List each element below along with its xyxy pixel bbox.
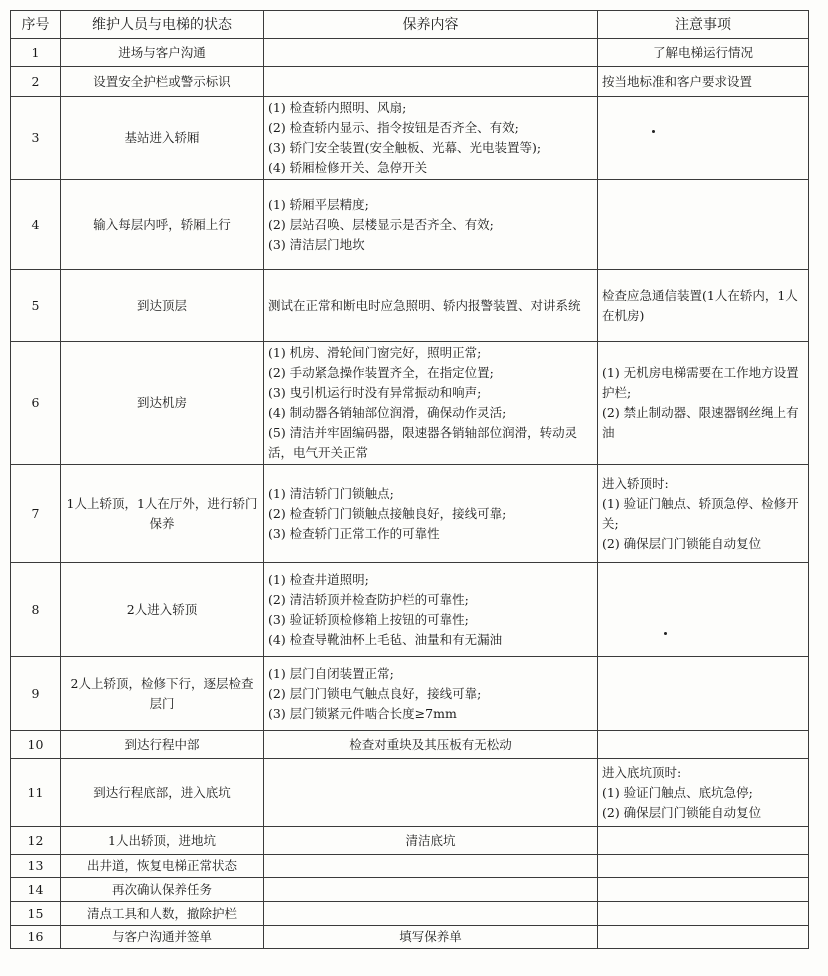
note-text: 进入底坑顶时: (1) 验证门触点、底坑急停; (2) 确保层门门锁能自动复位 [602,764,762,820]
row-number: 12 [11,827,61,855]
content-item: (2) 层站召唤、层楼显示是否齐全、有效; [268,216,494,232]
content-list [268,831,593,851]
content-item: 测试在正常和断电时应急照明、轿内报警装置、对讲系统 [268,297,581,313]
row-content [264,878,598,902]
content-item: (4) 轿厢检修开关、急停开关 [268,160,428,175]
content-item: (1) 清洁轿门门锁触点; [268,485,394,501]
note-text: (1) 无机房电梯需要在工作地方设置护栏; (2) 禁止制动器、限速器钢丝绳上有油 [602,365,799,440]
row-note [598,731,809,759]
row-number: 9 [11,657,61,731]
content-list [268,735,593,755]
content-item: (1) 检查轿内照明、风扇; [268,100,407,115]
row-state: 1人上轿顶，1人在厅外，进行轿门保养 [61,465,264,563]
table-row [11,270,809,342]
content-item: (1) 机房、滑轮间门窗完好，照明正常; [268,345,482,360]
row-content [264,827,598,855]
table-row [11,855,809,878]
row-number: 14 [11,878,61,902]
content-item: 清洁底坑 [405,832,456,848]
content-item: (2) 检查轿内显示、指令按钮是否齐全、有效; [268,120,519,135]
row-content [264,657,598,731]
row-content [264,39,598,67]
row-note [598,827,809,855]
content-list [268,343,593,463]
row-content [264,67,598,97]
maintenance-table-part-1 [10,10,809,465]
content-item: (5) 清洁并牢固编码器，限速器各销轴部位润滑，转动灵活，电气开关正常 [268,425,578,460]
row-content [264,342,598,465]
row-state: 清点工具和人数，撤除护栏 [61,902,264,926]
table-row [11,657,809,731]
speck-mark [652,130,655,133]
row-content [264,855,598,878]
row-note [598,759,809,827]
content-item: (1) 轿厢平层精度; [268,196,369,212]
row-number: 3 [11,97,61,180]
table-row [11,465,809,563]
row-state: 到达机房 [61,342,264,465]
row-state: 到达顶层 [61,270,264,342]
row-note [598,342,809,465]
note-text: 按当地标准和客户要求设置 [602,73,753,89]
speck-mark [664,632,667,635]
row-content [264,97,598,180]
content-list [268,484,593,544]
content-item: (2) 层门门锁电气触点良好，接线可靠; [268,685,482,701]
content-item: 检查对重块及其压板有无松动 [349,736,512,752]
row-state: 1人出轿顶，进地坑 [61,827,264,855]
row-note [598,926,809,949]
header-row [11,11,809,39]
row-content [264,902,598,926]
row-state: 设置安全护栏或警示标识 [61,67,264,97]
row-note [598,180,809,270]
row-note [598,465,809,563]
header-state: 维护人员与电梯的状态 [61,11,264,39]
content-list [268,98,593,178]
row-note [598,97,809,180]
row-number: 5 [11,270,61,342]
row-number: 13 [11,855,61,878]
row-number: 4 [11,180,61,270]
content-item: (3) 检查轿门正常工作的可靠性 [268,525,440,541]
row-number: 10 [11,731,61,759]
content-item: (4) 制动器各销轴部位润滑，确保动作灵活; [268,405,507,420]
table-row [11,759,809,827]
row-state: 到达行程中部 [61,731,264,759]
row-number: 6 [11,342,61,465]
table-row [11,902,809,926]
note-text: 进入轿顶时: (1) 验证门触点、轿顶急停、检修开关; (2) 确保层门门锁能自动复位 [602,475,799,551]
row-note [598,902,809,926]
note-text: 检查应急通信装置(1人在轿内，1人在机房) [602,287,798,323]
header-content: 保养内容 [264,11,598,39]
row-state: 与客户沟通并签单 [61,926,264,949]
table-row [11,563,809,657]
content-item: (3) 轿门安全装置(安全触板、光幕、光电装置等); [268,140,542,155]
header-notes: 注意事项 [598,11,809,39]
row-content [264,465,598,563]
content-item: (3) 曳引机运行时没有异常振动和响声; [268,385,482,400]
content-item: (1) 层门自闭装置正常; [268,665,394,681]
content-list [268,927,593,947]
row-note [598,67,809,97]
row-note [598,39,809,67]
content-list [268,570,593,650]
header-index: 序号 [11,11,61,39]
row-content [264,926,598,949]
row-content [264,563,598,657]
content-list [268,195,593,255]
content-item: (3) 层门锁紧元件啮合长度≥7mm [268,705,457,721]
row-state: 基站进入轿厢 [61,97,264,180]
table-row [11,180,809,270]
content-item: (2) 检查轿门门锁触点接触良好，接线可靠; [268,505,507,521]
table-row [11,342,809,465]
row-note [598,563,809,657]
table-row [11,731,809,759]
row-state: 出井道，恢复电梯正常状态 [61,855,264,878]
row-number: 7 [11,465,61,563]
row-number: 15 [11,902,61,926]
row-content [264,180,598,270]
row-state: 输入每层内呼，轿厢上行 [61,180,264,270]
maintenance-table-part-2 [10,464,809,949]
content-item: (3) 验证轿顶检修箱上按钮的可靠性; [268,611,469,627]
content-item: (2) 手动紧急操作装置齐全，在指定位置; [268,365,494,380]
row-state: 再次确认保养任务 [61,878,264,902]
content-item: (4) 检查导靴油杯上毛毡、油量和有无漏油 [268,631,503,647]
row-number: 8 [11,563,61,657]
row-state: 到达行程底部，进入底坑 [61,759,264,827]
content-item: 填写保养单 [399,929,462,944]
note-text: 了解电梯运行情况 [652,44,753,60]
row-number: 2 [11,67,61,97]
table-row [11,67,809,97]
content-item: (3) 清洁层门地坎 [268,236,365,252]
row-number: 16 [11,926,61,949]
table-row [11,39,809,67]
row-content [264,731,598,759]
row-content [264,759,598,827]
row-note [598,270,809,342]
row-state: 2人上轿顶，检修下行，逐层检查层门 [61,657,264,731]
content-item: (1) 检查井道照明; [268,571,369,587]
content-list [268,664,593,724]
row-content [264,270,598,342]
row-note [598,657,809,731]
content-item: (2) 清洁轿顶并检查防护栏的可靠性; [268,591,469,607]
row-number: 11 [11,759,61,827]
row-note [598,855,809,878]
table-row [11,878,809,902]
table-row [11,926,809,949]
row-state: 进场与客户沟通 [61,39,264,67]
row-number: 1 [11,39,61,67]
row-note [598,878,809,902]
table-row [11,97,809,180]
content-list [268,296,593,316]
row-state: 2人进入轿顶 [61,563,264,657]
table-row [11,827,809,855]
